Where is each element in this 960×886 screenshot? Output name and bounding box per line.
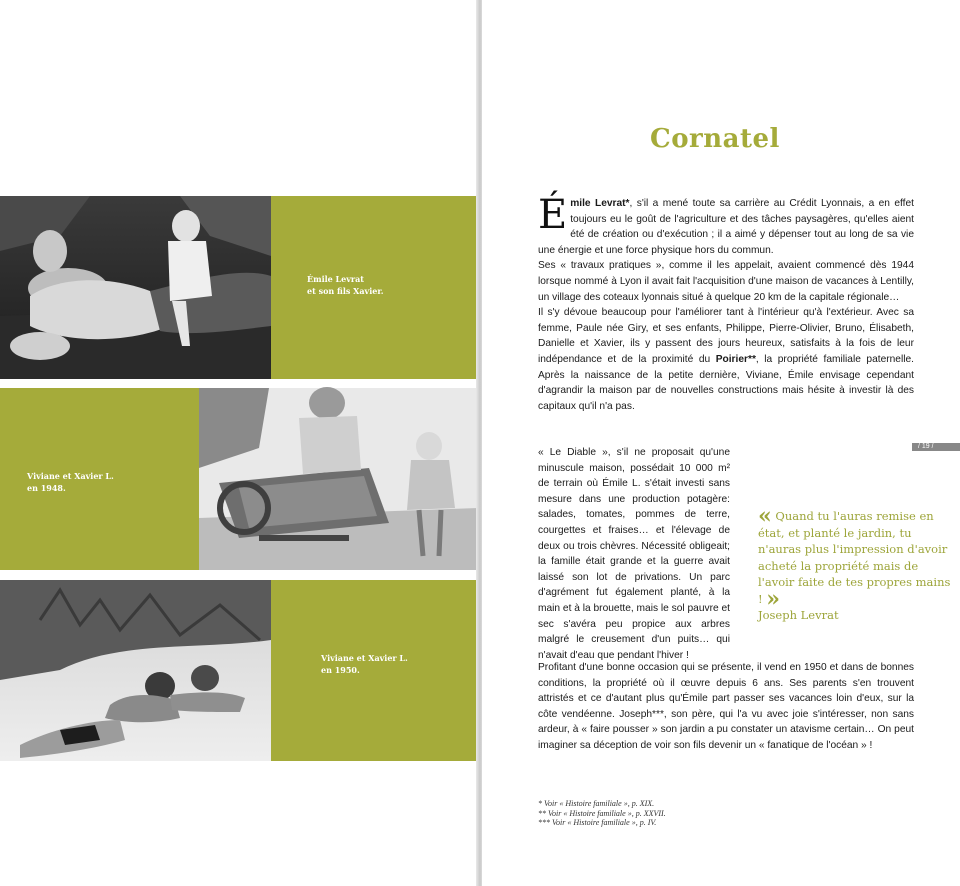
pull-quote <box>758 503 958 624</box>
page-number: / 19 / <box>918 443 934 450</box>
caption-2-line1: Viviane et Xavier L. <box>27 471 114 481</box>
paragraph-5: Profitant d'une bonne occasion qui se présente, il vend en 1950 et dans de bonnes conditions, la propriété où il œuvre depuis 6 ans. Ses parents s'en trouvent attristés et ce d'autant plus qu'Émile part passer ses vacances loin d'eux, sur la côte vendéenne. Joseph***, son père, qui l'a vu avec joie s'intéresser, non sans ardeur, à « faire pousser » son jardin a pu constater un atavisme certain… On peut imaginer sa déception de voir son fils devenir un « fanatique de l'océan » ! <box>538 662 914 751</box>
quote-open-mark: « <box>758 503 772 529</box>
quote-text: Quand tu l'auras remise en état, et planté le jardin, tu n'auras plus l'impression d'avoir acheté la propriété mais de l'avoir faite de tes propres mains ! <box>758 509 951 606</box>
poirier-ref: Poirier** <box>715 353 756 365</box>
paragraph-3 <box>538 305 914 414</box>
caption-2-line2: en 1948. <box>27 483 66 493</box>
paragraph-3-text-b: , la propriété familiale paternelle. Après la naissance de la petite dernière, Viviane, Émile envisage cependant d'agrandir la maison par de nouvelles constructions mais hésite à investir là des capitaux qu'il n'a pas. <box>538 353 914 412</box>
caption-viviane-xavier-1950 <box>321 652 408 676</box>
footnote-3: *** Voir « Histoire familiale », p. IV. <box>538 818 657 827</box>
photo-wheelbarrow <box>199 388 478 570</box>
page-title: Cornatel <box>650 124 780 154</box>
caption-emile-xavier <box>307 273 384 297</box>
caption-panel-2 <box>0 388 199 570</box>
quote-author: Joseph Levrat <box>758 608 839 622</box>
paragraph-2: Ses « travaux pratiques », comme il les appelait, avaient commencé dès 1944 lorsque nommé à Lyon il avait fait l'acquisition d'une maison de vacances à Lentilly, un village des coteaux lyonnais situé à quelque 20 km de la capitale régionale… <box>538 260 914 303</box>
paragraph-1-text: , s'il a mené toute sa carrière au Crédit Lyonnais, a en effet toujours eu le goût de l'agriculture et des tâches paysagères, qu'elles aient été de création ou d'exécution ; il a aimé y dépenser tout au long de sa vie une énergie et une force physique hors du commun. <box>538 198 914 256</box>
photo-emile-image <box>0 196 271 379</box>
left-page <box>0 0 478 886</box>
body-text-top <box>538 192 914 414</box>
footnotes <box>538 799 666 828</box>
photo-wheelbarrow-image <box>199 388 478 570</box>
caption-1-line2: et son fils Xavier. <box>307 286 384 296</box>
caption-panel-1 <box>271 196 478 379</box>
caption-panel-3 <box>271 580 478 761</box>
footnote-2: ** Voir « Histoire familiale », p. XXVII. <box>538 808 666 818</box>
photo-emile-and-xavier <box>0 196 271 379</box>
footnote-1: * Voir « Histoire familiale », p. XIX. <box>538 799 655 808</box>
paragraph-4-text: « Le Diable », s'il ne proposait qu'une minuscule maison, possédait 10 000 m² de terrain où Émile L. s'était investi sans mesure dans une production potagère: salades, tomates, pommes de terre, courgettes et fraises… et l'élevage de deux ou trois chèvres. Nécessité obligeait; la famille était grande et la guerre avait laissé son lot de privations. Un parc d'agrément fut également planté, à la main et à la brouette, mais le sol pauvre et sec s'avéra peu propice aux arbres malgré le creusement d'un puits… qui n'avait d'eau que pendant l'hiver ! <box>538 447 730 661</box>
photo-beach <box>0 580 271 761</box>
paragraph-1 <box>538 192 914 258</box>
right-page <box>482 0 960 886</box>
name-emile-levrat: mile Levrat* <box>570 198 630 209</box>
caption-viviane-xavier-1948 <box>27 470 114 494</box>
drop-cap: É <box>538 192 568 238</box>
quote-close-mark: » <box>766 585 781 612</box>
photo-beach-image <box>0 580 271 761</box>
paragraph-3-text-a: Il s'y dévoue beaucoup pour l'améliorer tant à l'intérieur qu'à l'extérieur. Avec sa femme, Paule née Giry, et ses enfants, Philippe, Pierre-Olivier, Bruno, Élisabeth, Danielle et Xavier, ils y passent des jours heureux, satisfaits à la fois de leur indépendance et de la proximité du <box>538 307 914 365</box>
caption-3-line2: en 1950. <box>321 665 360 675</box>
caption-3-line1: Viviane et Xavier L. <box>321 653 408 663</box>
caption-1-line1: Émile Levrat <box>307 274 364 284</box>
